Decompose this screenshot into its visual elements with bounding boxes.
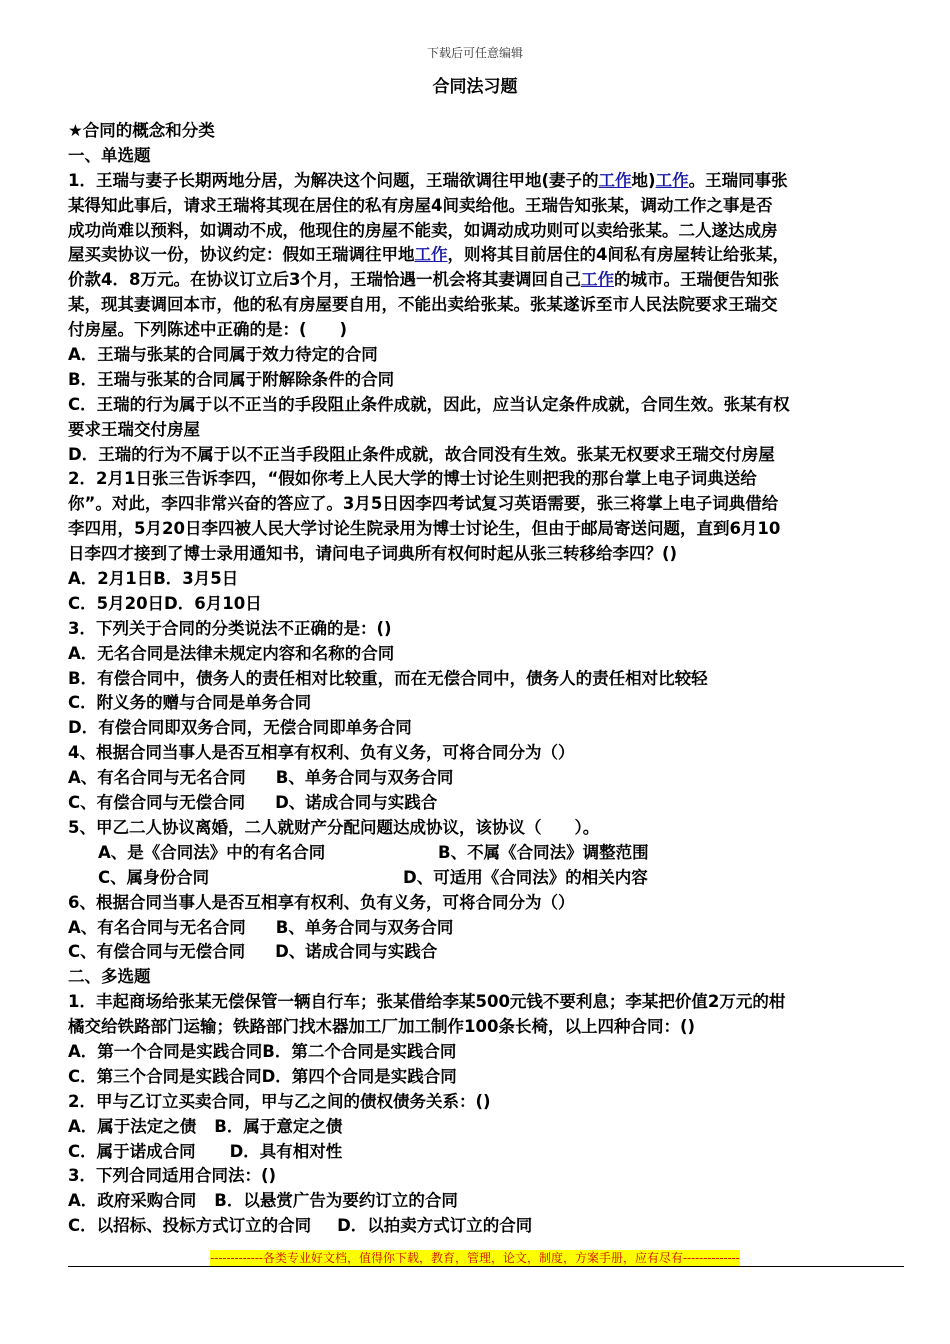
q5-option-d: D、可适用《合同法》的相关内容 <box>403 867 648 887</box>
q3-line: 3．下列关于合同的分类说法不正确的是：() <box>68 618 392 638</box>
q5-option-b: B、不属《合同法》调整范围 <box>438 842 649 862</box>
work-link[interactable]: 工作 <box>580 270 614 290</box>
q1-text: 价款4．8万元。在协议订立后3个月，王瑞恰遇一机会将其妻调回自己 <box>68 270 581 290</box>
footer-banner <box>0 1247 950 1266</box>
work-link[interactable]: 工作 <box>655 170 689 190</box>
q5-option-c: C、属身份合同 <box>98 867 210 887</box>
q5-line: 5、甲乙二人协议离婚，二人就财产分配问题达成协议，该协议（ ）。 <box>68 817 600 837</box>
single-choice-heading: 一、单选题 <box>68 145 151 165</box>
section-heading: ★合同的概念和分类 <box>68 121 215 140</box>
q6-line: 6、根据合同当事人是否互相享有权利、负有义务，可将合同分为（） <box>68 892 575 912</box>
q1-line: 成功尚难以预料，如调动不成，他现住的房屋不能卖，如调动成功则可以卖给张某。二人遂达成房 <box>68 220 778 240</box>
document-body <box>68 119 898 1239</box>
q1-text: 。王瑞同事张 <box>688 170 788 190</box>
q2-options-cd: C．5月20日D．6月10日 <box>68 593 262 613</box>
m3-option-a: A．政府采购合同 <box>68 1191 197 1211</box>
q5-options-cd <box>68 866 898 891</box>
q3-option-b: B．有偿合同中，债务人的责任相对比较重，而在无偿合同中，债务人的责任相对比较轻 <box>68 668 708 688</box>
work-link[interactable]: 工作 <box>414 245 448 265</box>
q2-line: 日李四才接到了博士录用通知书，请问电子词典所有权何时起从张三转移给李四？() <box>68 544 678 564</box>
m3-option-b: B．以悬赏广告为要约订立的合同 <box>214 1191 458 1211</box>
q1-line <box>68 268 898 293</box>
q6-option-b: B、单务合同与双务合同 <box>275 917 454 937</box>
q1-option-a: A．王瑞与张某的合同属于效力待定的合同 <box>68 345 378 365</box>
q1-text: 地) <box>631 170 656 190</box>
m2-option-d: D．具有相对性 <box>229 1141 343 1161</box>
q4-options-ab <box>68 766 898 791</box>
q1-text: 屋买卖协议一份，协议约定：假如王瑞调往甲地 <box>68 245 415 265</box>
q2-options-ab: A．2月1日B．3月5日 <box>68 569 239 589</box>
q4-option-c: C、有偿合同与无偿合同 <box>68 793 246 813</box>
header-note: 下载后可任意编辑 <box>426 46 523 60</box>
q1-line <box>68 169 898 194</box>
q5-options-ab <box>68 841 898 866</box>
m3-option-c: C．以招标、投标方式订立的合同 <box>68 1216 312 1236</box>
m3-options-cd <box>68 1214 898 1239</box>
q5-option-a: A、是《合同法》中的有名合同 <box>98 842 326 862</box>
q3-option-a: A．无名合同是法律未规定内容和名称的合同 <box>68 643 395 663</box>
m2-option-a: A．属于法定之债 <box>68 1116 197 1136</box>
footer-divider <box>68 1266 904 1267</box>
q1-line: 某，现其妻调回本市，他的私有房屋要自用，不能出卖给张某。张某遂诉至市人民法院要求王瑞交 <box>68 295 778 315</box>
work-link[interactable]: 工作 <box>598 170 632 190</box>
q2-line: 李四用，5月20日李四被人民大学讨论生院录用为博士讨论生，但由于邮局寄送问题，直到6月10 <box>68 519 781 539</box>
m3-options-ab <box>68 1189 898 1214</box>
q3-option-d: D．有偿合同即双务合同，无偿合同即单务合同 <box>68 718 412 738</box>
q1-text: ，则将其目前居住的4间私有房屋转让给张某， <box>447 245 789 265</box>
m2-line: 2．甲与乙订立买卖合同，甲与乙之间的债权债务关系：() <box>68 1091 491 1111</box>
q4-option-a: A、有名合同与无名合同 <box>68 768 246 788</box>
q1-option-d: D．王瑞的行为不属于以不正当手段阻止条件成就，故合同没有生效。张某无权要求王瑞交付房屋 <box>68 444 775 464</box>
q4-option-b: B、单务合同与双务合同 <box>275 768 454 788</box>
q6-options-cd <box>68 940 898 965</box>
q1-text: 1．王瑞与妻子长期两地分居，为解决这个问题，王瑞欲调往甲地(妻子的 <box>68 170 599 190</box>
m3-line: 3．下列合同适用合同法：() <box>68 1166 277 1186</box>
m2-option-b: B．属于意定之债 <box>214 1116 343 1136</box>
q1-option-c: C．王瑞的行为属于以不正当的手段阻止条件成就，因此，应当认定条件成就，合同生效。张某有权 <box>68 394 790 414</box>
m3-option-d: D．以拍卖方式订立的合同 <box>337 1216 533 1236</box>
m1-options-ab: A．第一个合同是实践合同B．第二个合同是实践合同 <box>68 1041 457 1061</box>
m2-options-ab <box>68 1115 898 1140</box>
q1-text: 的城市。王瑞便告知张 <box>613 270 779 290</box>
q4-line: 4、根据合同当事人是否互相享有权利、负有义务，可将合同分为（） <box>68 743 575 763</box>
m1-line: 橘交给铁路部门运输；铁路部门找木器加工厂加工制作100条长椅，以上四种合同：() <box>68 1017 696 1037</box>
q1-line <box>68 243 898 268</box>
q2-line: 你”。对此，李四非常兴奋的答应了。3月5日因李四考试复习英语需要，张三将掌上电子词典借给 <box>68 494 779 514</box>
q2-line: 2．2月1日张三告诉李四，“假如你考上人民大学的博士讨论生则把我的那台掌上电子词典送给 <box>68 469 757 489</box>
m2-option-c: C．属于诺成合同 <box>68 1141 196 1161</box>
q1-line: 付房屋。下列陈述中正确的是：( ) <box>68 320 348 340</box>
m2-options-cd <box>68 1140 898 1165</box>
q6-options-ab <box>68 916 898 941</box>
m1-line: 1．丰起商场给张某无偿保管一辆自行车；张某借给李某500元钱不要利息；李某把价值2万元的柑 <box>68 992 786 1012</box>
multi-choice-heading: 二、多选题 <box>68 967 151 987</box>
q6-option-a: A、有名合同与无名合同 <box>68 917 246 937</box>
m1-options-cd: C．第三个合同是实践合同D．第四个合同是实践合同 <box>68 1066 457 1086</box>
q1-option-b: B．王瑞与张某的合同属于附解除条件的合同 <box>68 369 395 389</box>
q1-option-c-cont: 要求王瑞交付房屋 <box>68 419 200 439</box>
q3-option-c: C．附义务的赠与合同是单务合同 <box>68 693 312 713</box>
q4-options-cd <box>68 791 898 816</box>
q6-option-d: D、诺成合同与实践合 <box>275 942 438 962</box>
footer-banner-text: -------------各类专业好文档，值得你下载，教育，管理，论文，制度，方案手册，应有尽有-------------- <box>210 1251 740 1265</box>
q4-option-d: D、诺成合同与实践合 <box>275 793 438 813</box>
q6-option-c: C、有偿合同与无偿合同 <box>68 942 246 962</box>
q1-line: 某得知此事后，请求王瑞将其现在居住的私有房屋4间卖给他。王瑞告知张某，调动工作之事是否 <box>68 195 773 215</box>
page-title: 合同法习题 <box>432 77 518 97</box>
